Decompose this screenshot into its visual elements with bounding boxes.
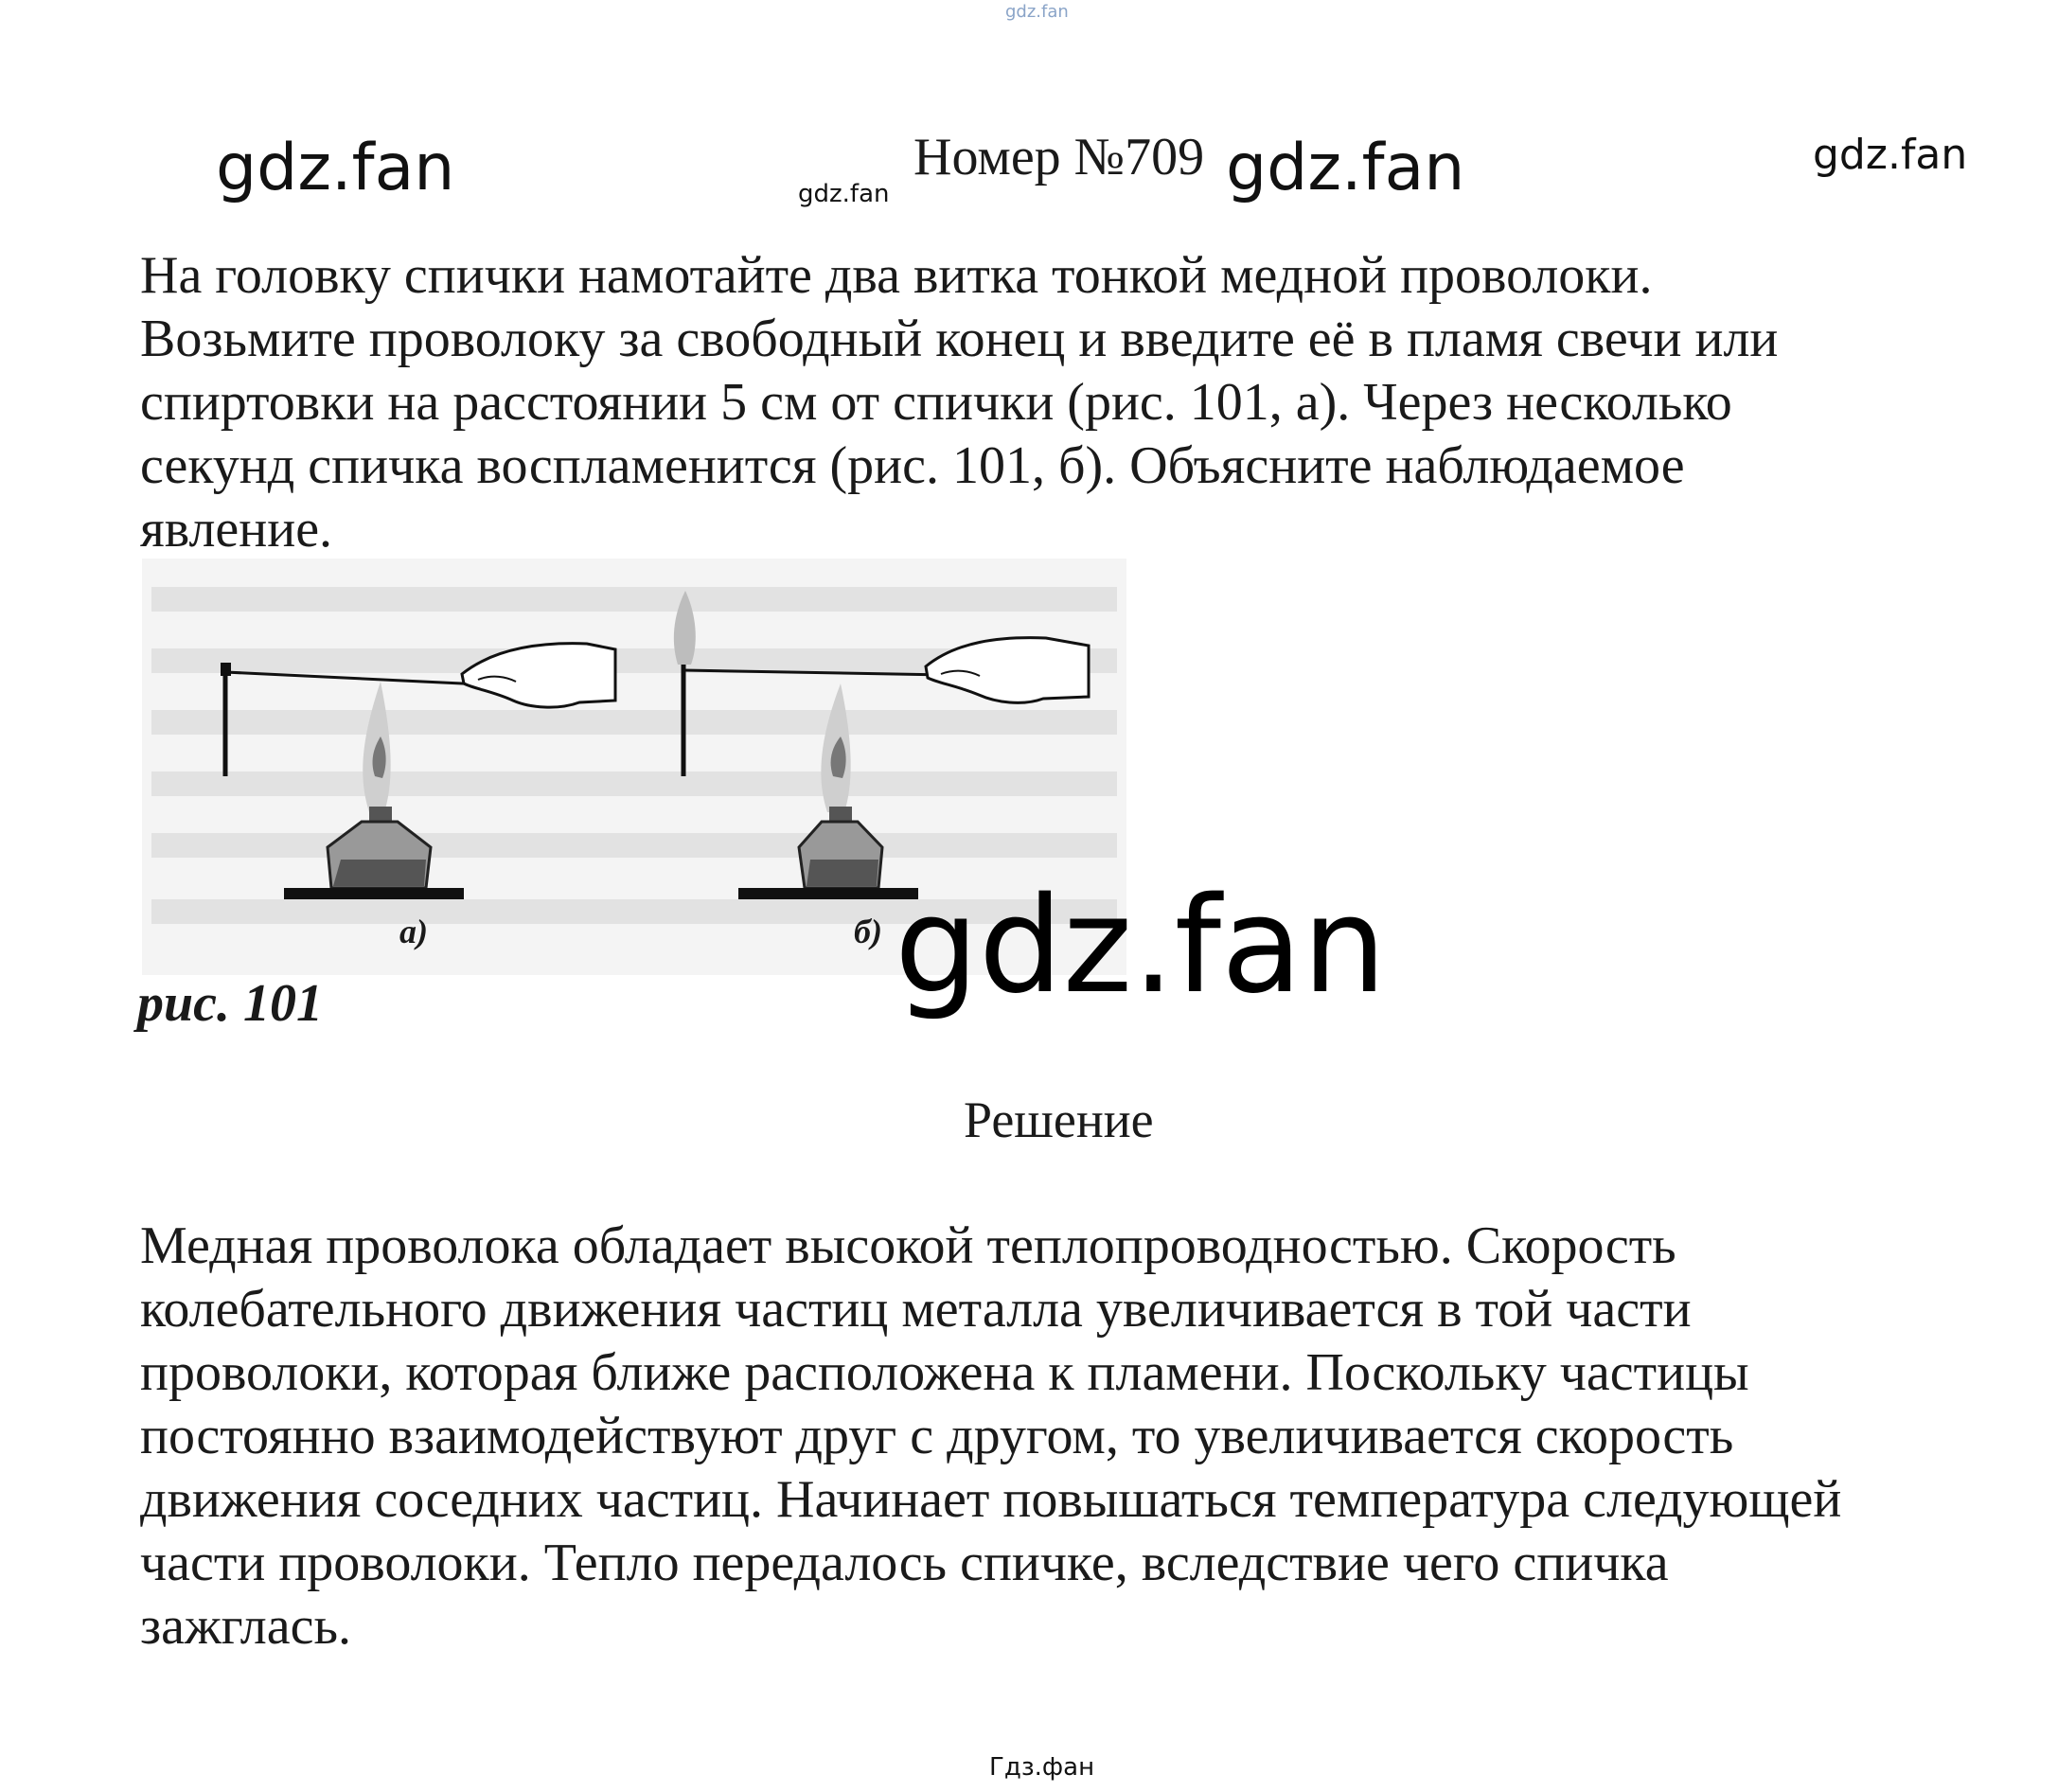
task-line: секунд спичка воспламенится (рис. 101, б). Объясните наблюдаемое: [140, 436, 1685, 495]
task-text: [140, 244, 1778, 561]
solution-line: проволоки, которая ближе расположена к пламени. Поскольку частицы: [140, 1343, 1749, 1402]
figure-label-a: а): [399, 913, 428, 950]
solution-line: Медная проволока обладает высокой теплопроводностью. Скорость: [140, 1216, 1676, 1275]
solution-line: колебательного движения частиц металла увеличивается в той части: [140, 1280, 1692, 1339]
solution-line: части проволоки. Тепло передалось спичке, вследствие чего спичка: [140, 1534, 1669, 1592]
solution-line: движения соседних частиц. Начинает повышаться температура следующей: [140, 1470, 1842, 1529]
watermark-footer: Гдз.фан: [989, 1753, 1095, 1782]
task-line: спиртовки на расстоянии 5 см от спички (рис. 101, а). Через несколько: [140, 373, 1732, 432]
watermark-header-right: gdz.fan: [1813, 131, 1968, 179]
task-line: явление.: [140, 500, 333, 559]
watermark-header-left: gdz.fan: [216, 131, 455, 205]
solution-line: зажглась.: [140, 1597, 351, 1656]
figure-caption: рис. 101: [137, 974, 323, 1033]
solution-heading: Решение: [964, 1091, 1154, 1148]
solution-line: постоянно взаимодействуют друг с другом, то увеличивается скорость: [140, 1407, 1734, 1465]
task-line: На головку спички намотайте два витка тонкой медной проволоки.: [140, 246, 1653, 305]
solution-text: [140, 1215, 1841, 1659]
watermark-figure: gdz.fan: [895, 869, 1387, 1023]
figure-label-b: б): [854, 913, 882, 950]
page-title: Номер №709: [913, 128, 1205, 186]
watermark-header-center: gdz.fan: [1226, 131, 1465, 205]
task-line: Возьмите проволоку за свободный конец и введите её в пламя свечи или: [140, 310, 1779, 368]
watermark-header-small: gdz.fan: [798, 180, 890, 208]
watermark-top: gdz.fan: [1005, 2, 1069, 22]
